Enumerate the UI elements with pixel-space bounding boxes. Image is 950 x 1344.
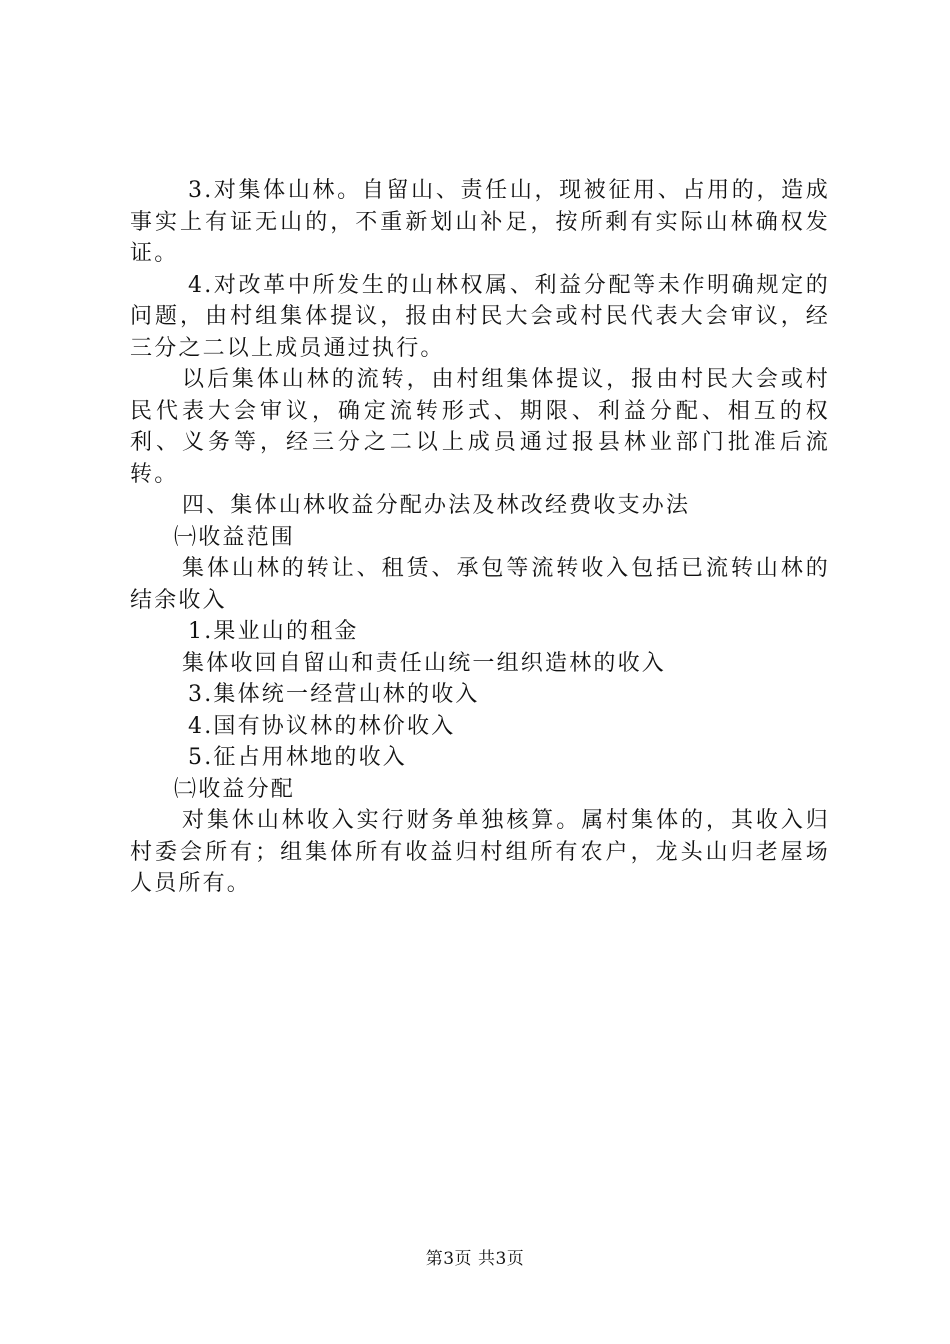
subheading-income-distribution: ㈡收益分配: [174, 776, 296, 802]
paragraph-rights-rule-4: 4.对改革中所发生的山林权属、利益分配等未作明确规定的问题，由村组集体提议，报由村民大会或村民代表大会审议，经三分之二以上成员通过执行。: [130, 272, 830, 361]
paragraph-distribution-rules: 对集休山林收入实行财务单独核算。属村集体的，其收入归村委会所有；组集体所有收益归村组所有农户，龙头山归老屋场人员所有。: [130, 808, 830, 896]
document-body: [130, 175, 830, 900]
subheading-income-scope: ㈠收益范围: [174, 524, 296, 550]
page-number-footer: 第3页 共3页: [425, 1249, 525, 1269]
section-heading-4: 四、集体山林收益分配办法及林改经费收支办法: [182, 493, 691, 518]
paragraph-transfer-income: 集体山林的转让、租赁、承包等流转收入包括已流转山林的结余收入: [130, 556, 830, 613]
list-item-state-forest-income: 4.国有协议林的林价收入: [188, 713, 456, 739]
list-item-orchard-rent: 1.果业山的租金: [188, 619, 359, 644]
paragraph-forest-transfer: 以后集体山林的流转，由村组集体提议，报由村民大会或村民代表大会审议，确定流转形式、期限、利益分配、相互的权利、义务等，经三分之二以上成员通过报县林业部门批准后流转。: [130, 367, 830, 487]
list-item-land-requisition-income: 5.征占用林地的收入: [188, 745, 407, 770]
list-item-afforestation-income: 集体收回自留山和责任山统一组织造林的收入: [182, 650, 667, 676]
paragraph-collective-forest-rule-3: 3.对集体山林。自留山、责任山，现被征用、占用的，造成事实上有证无山的，不重新划山补足，按所剩有实际山林确权发证。: [130, 178, 830, 266]
list-item-unified-operation-income: 3.集体统一经营山林的收入: [188, 682, 480, 707]
